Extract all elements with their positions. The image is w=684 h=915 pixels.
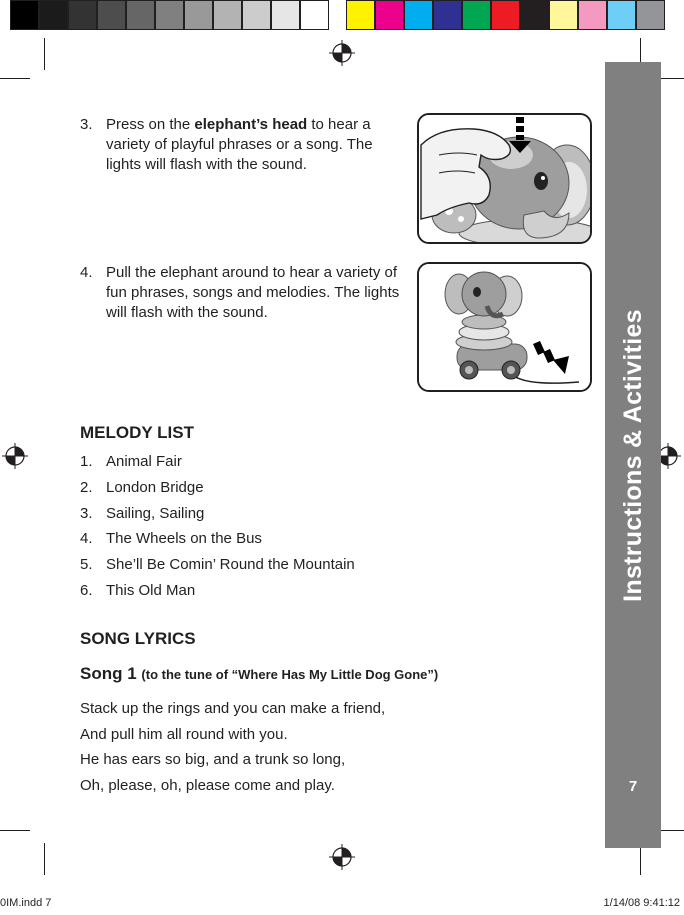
color-swatch (97, 0, 126, 30)
footer-timestamp: 1/14/08 9:41:12 (603, 897, 680, 909)
step-text: Pull the elephant around to hear a variety of fun phrases, songs and melodies. The lights will flash with the sound. (106, 264, 400, 321)
step-text (106, 115, 402, 175)
melody-title: She’ll Be Comin’ Round the Mountain (106, 556, 355, 574)
song-title-text: Song 1 (80, 664, 137, 683)
melody-number: 4. (80, 530, 93, 548)
melody-title: Animal Fair (106, 453, 182, 470)
crop-mark (44, 843, 45, 875)
illustration-press-head (417, 113, 592, 244)
lyric-line: He has ears so big, and a trunk so long, (80, 751, 346, 768)
color-swatch (433, 0, 462, 30)
instruction-step (80, 115, 402, 175)
color-swatch (578, 0, 607, 30)
color-swatch (271, 0, 300, 30)
song-subtitle: (to the tune of “Where Has My Little Dog Gone”) (141, 667, 439, 682)
melody-title: This Old Man (106, 582, 196, 599)
color-swatch (491, 0, 520, 30)
melody-number: 6. (80, 582, 93, 599)
melody-number: 1. (80, 453, 93, 470)
color-swatch (607, 0, 636, 30)
melody-number: 2. (80, 478, 93, 496)
step-text-part: to hear a variety of playful phrases or a song. The lights will flash with the sound. (106, 116, 373, 173)
color-swatch (375, 0, 404, 30)
melody-list-item (80, 479, 204, 497)
section-title (605, 300, 661, 610)
footer-file-slug: 0IM.indd 7 (0, 897, 52, 909)
color-swatch (213, 0, 242, 30)
color-swatch (300, 0, 329, 30)
melody-number: 3. (80, 504, 93, 522)
registration-mark-icon (329, 40, 355, 66)
crop-mark (0, 78, 30, 79)
illustration-pull-elephant (417, 262, 592, 392)
color-swatch (462, 0, 491, 30)
color-swatch (126, 0, 155, 30)
registration-mark-icon (2, 443, 28, 469)
color-swatch (520, 0, 549, 30)
melody-title: Sailing, Sailing (106, 504, 205, 522)
color-swatch (155, 0, 184, 30)
step-number: 3. (80, 116, 93, 133)
color-swatch (242, 0, 271, 30)
elephant-head-press-icon (419, 115, 592, 244)
step-number: 4. (80, 264, 93, 281)
melody-list-heading: MELODY LIST (80, 423, 194, 442)
color-swatch (549, 0, 578, 30)
lyric-line: And pull him all round with you. (80, 725, 288, 743)
melody-list-item (80, 530, 262, 548)
registration-mark-icon (329, 844, 355, 870)
color-swatch (68, 0, 97, 30)
elephant-pull-toy-icon (419, 264, 592, 392)
section-title-text: Instructions & Activities (618, 308, 647, 602)
lyric-line: Stack up the rings and you can make a friend, (80, 700, 386, 717)
page-number: 7 (628, 778, 638, 795)
instruction-step (80, 263, 402, 323)
melody-title: London Bridge (106, 478, 204, 496)
song-title (80, 664, 438, 684)
melody-list-item (80, 453, 182, 471)
melody-list-item (80, 556, 355, 574)
melody-list-item (80, 505, 204, 523)
color-swatch (346, 0, 375, 30)
step-text-part: Press on the (106, 116, 195, 133)
crop-mark (0, 830, 30, 831)
color-swatch (10, 0, 39, 30)
color-swatch (184, 0, 213, 30)
crop-mark (44, 38, 45, 70)
color-swatch (404, 0, 433, 30)
song-lyrics-heading: SONG LYRICS (80, 629, 196, 648)
color-swatch (636, 0, 665, 30)
step-text-bold: elephant’s head (194, 116, 308, 133)
color-swatch (39, 0, 68, 30)
lyric-line: Oh, please, oh, please come and play. (80, 776, 335, 794)
melody-number: 5. (80, 556, 93, 574)
melody-list-item (80, 582, 195, 600)
melody-title: The Wheels on the Bus (106, 530, 262, 548)
